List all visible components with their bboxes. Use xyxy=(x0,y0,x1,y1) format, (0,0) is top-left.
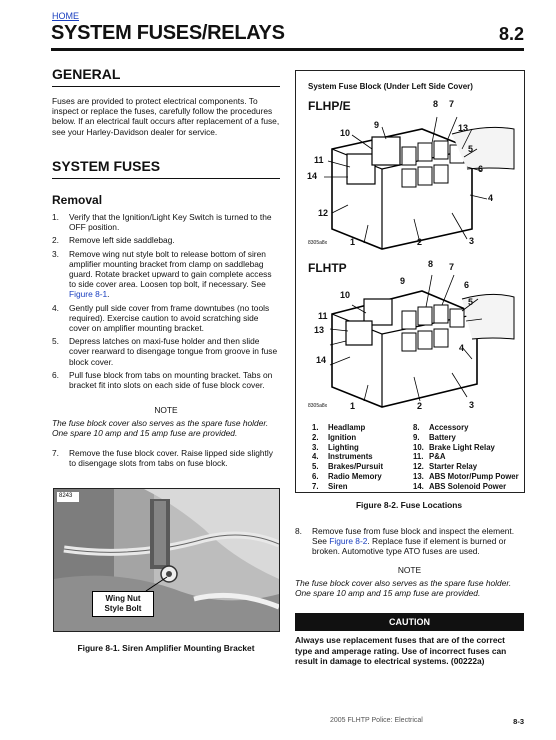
figure-code: 8243 xyxy=(59,493,73,499)
figure-8-1-caption: Figure 8-1. Siren Amplifier Mounting Bracket xyxy=(77,643,255,653)
model-label-flhpe: FLHP/E xyxy=(308,99,351,113)
header-rule xyxy=(51,48,524,51)
legend-label: Brakes/Pursuit xyxy=(328,462,384,472)
fuse-block-title: System Fuse Block (Under Left Side Cover) xyxy=(308,82,473,91)
callout-5: 5 xyxy=(468,297,474,307)
fuse-block-diagram-bottom xyxy=(302,269,516,414)
figure-8-1-link[interactable]: Figure 8-1 xyxy=(69,289,108,300)
page-title: SYSTEM FUSES/RELAYS xyxy=(51,22,285,44)
legend-num: 5. xyxy=(312,462,319,472)
callout-8: 8 xyxy=(428,259,434,269)
step-item xyxy=(295,526,524,557)
legend-num: 9. xyxy=(413,432,420,442)
legend-num: 10. xyxy=(413,442,424,452)
callout-1: 1 xyxy=(350,401,356,411)
legend-label: Headlamp xyxy=(328,423,366,432)
figure-8-2-link[interactable]: Figure 8-2 xyxy=(329,536,368,547)
legend-label: Instruments xyxy=(328,452,373,462)
model-label-flhtp: FLHTP xyxy=(308,261,347,275)
removal-steps-right xyxy=(295,526,524,560)
callout-9: 9 xyxy=(400,276,406,286)
legend-num: 8. xyxy=(413,423,420,432)
step-text: Pull fuse block from tabs on mounting bracket. Tabs on bracket fit into slots on each side of fuse block cover. xyxy=(69,369,273,391)
callout-13: 13 xyxy=(314,325,325,335)
legend-label: Siren xyxy=(328,481,348,491)
callout-14: 14 xyxy=(316,355,327,365)
callout-line: Wing Nut xyxy=(105,594,141,603)
callout-11: 11 xyxy=(314,155,324,165)
callout-12: 12 xyxy=(318,208,329,218)
legend-label: Lighting xyxy=(328,442,359,452)
legend-label: Starter Relay xyxy=(429,462,478,472)
caution-banner: CAUTION xyxy=(295,613,524,631)
callout-11: 11 xyxy=(318,311,328,321)
step-number: 1. xyxy=(52,212,59,222)
figure-8-2 xyxy=(295,70,525,493)
wing-nut-callout xyxy=(92,591,154,617)
callout-1: 1 xyxy=(350,237,356,247)
note-title: NOTE xyxy=(397,565,422,575)
callout-4: 4 xyxy=(459,343,465,353)
callout-6: 6 xyxy=(478,164,484,174)
figure-8-2-caption: Figure 8-2. Fuse Locations xyxy=(355,500,463,510)
legend-label: Brake Light Relay xyxy=(429,442,495,452)
legend-num: 2. xyxy=(312,432,319,442)
step-number: 6. xyxy=(52,369,59,380)
callout-14: 14 xyxy=(307,171,318,181)
step-number: 8. xyxy=(295,526,302,536)
system-fuses-rule xyxy=(52,178,280,179)
step-text-end: . xyxy=(107,289,110,300)
general-text: Fuses are provided to protect electrical components. To inspect or replace the fuses, carefully follow the procedures below. If an electrical fault occurs after replacement of a fuse, see your Harley-Davidson dealer for service. xyxy=(52,96,280,137)
step-text-end: . Replace fuse if element is burned or broken. Automotive type ATO fuses are used. xyxy=(312,536,507,557)
fuse-block-diagram-top xyxy=(302,109,516,255)
removal-steps-cont xyxy=(52,448,280,471)
step-number: 2. xyxy=(52,235,59,246)
callout-4: 4 xyxy=(488,193,494,203)
home-link[interactable]: HOME xyxy=(52,11,79,21)
general-heading: GENERAL xyxy=(52,66,121,82)
step-item xyxy=(52,212,280,232)
removal-steps xyxy=(52,212,280,393)
callout-7: 7 xyxy=(449,262,455,272)
footer-page-number: 8-3 xyxy=(513,717,524,726)
footer-text: 2005 FLHTP Police: Electrical xyxy=(330,717,423,724)
legend-label: P&A xyxy=(429,452,446,462)
legend-label: Accessory xyxy=(429,423,469,432)
callout-line: Style Bolt xyxy=(104,604,142,613)
note-text: The fuse block cover also serves as the spare fuse holder. One spare 10 amp and 15 amp fuse are provided. xyxy=(295,578,512,599)
step-number: 4. xyxy=(52,302,59,313)
step-item xyxy=(52,235,280,245)
legend-num: 7. xyxy=(312,481,319,491)
callout-8: 8 xyxy=(433,99,439,109)
step-number: 5. xyxy=(52,336,59,347)
general-rule xyxy=(52,86,280,87)
legend-label: Ignition xyxy=(328,432,357,442)
callout-2: 2 xyxy=(417,401,423,411)
callout-3: 3 xyxy=(469,400,475,410)
step-item xyxy=(52,370,280,390)
figure-code: 8305a8x xyxy=(308,240,328,246)
legend-num: 11. xyxy=(413,452,424,462)
legend-num: 14. xyxy=(413,481,424,491)
callout-7: 7 xyxy=(449,99,455,109)
step-text: Remove the fuse block cover. Raise lipped side slightly to disengage slots from tabs on fuse block. xyxy=(69,448,273,469)
callout-10: 10 xyxy=(340,128,351,138)
callout-3: 3 xyxy=(469,236,475,246)
removal-heading: Removal xyxy=(52,193,103,207)
step-text: Remove fuse from fuse block and inspect the element. See xyxy=(312,526,515,547)
callout-10: 10 xyxy=(340,290,351,300)
figure-code: 8305a8x xyxy=(308,403,328,409)
section-number: 8.2 xyxy=(498,24,524,44)
caution-text: Always use replacement fuses that are of the correct type and amperage rating. Use of incorrect fuses can result in damage to electrical systems. (00222a) xyxy=(295,635,507,667)
step-item xyxy=(52,303,280,334)
legend-num: 12. xyxy=(413,462,424,472)
note-title: NOTE xyxy=(154,405,178,415)
legend-num: 1. xyxy=(312,423,319,432)
figure-8-1 xyxy=(53,488,280,632)
system-fuses-heading: SYSTEM FUSES xyxy=(52,158,161,174)
callout-6: 6 xyxy=(464,280,470,290)
fuse-legend xyxy=(312,423,519,492)
legend-num: 6. xyxy=(312,471,319,481)
legend-label: Battery xyxy=(429,432,456,442)
step-number: 7. xyxy=(52,448,59,458)
step-text: Remove wing nut style bolt to release bottom of siren amplifier mounting bracket from clamp on saddlebag guard. Rotate bracket upward to gain complete access to side cover area. Loosen top bolt, if necessary. See xyxy=(69,248,272,290)
step-text: Remove left side saddlebag. xyxy=(69,235,175,246)
step-item xyxy=(52,249,280,300)
legend-label: Radio Memory xyxy=(328,471,382,481)
step-item xyxy=(52,336,280,367)
note-text: The fuse block cover also serves as the spare fuse holder. One spare 10 amp and 15 amp fuse are provided. xyxy=(52,418,269,439)
legend-label: ABS Solenoid Power xyxy=(429,481,507,491)
callout-2: 2 xyxy=(417,237,423,247)
callout-13: 13 xyxy=(458,123,469,133)
legend-label: ABS Motor/Pump Power xyxy=(429,471,519,481)
callout-5: 5 xyxy=(468,144,474,154)
legend-num: 4. xyxy=(312,452,319,462)
step-text: Gently pull side cover from frame downtubes (no tools required). Exercise caution to avoid scratching side cover on amplifier mounting bracket. xyxy=(69,302,270,334)
step-text: Verify that the Ignition/Light Key Switch is turned to the OFF position. xyxy=(69,212,272,233)
step-number: 3. xyxy=(52,248,59,259)
legend-num: 3. xyxy=(312,442,319,452)
step-text: Depress latches on maxi-fuse holder and then slide cover rearward to disengage tongue from groove in fuse block cover. xyxy=(69,336,278,367)
callout-9: 9 xyxy=(374,120,380,130)
legend-num: 13. xyxy=(413,471,424,481)
step-item xyxy=(52,448,280,468)
siren-bracket-photo xyxy=(54,489,279,631)
